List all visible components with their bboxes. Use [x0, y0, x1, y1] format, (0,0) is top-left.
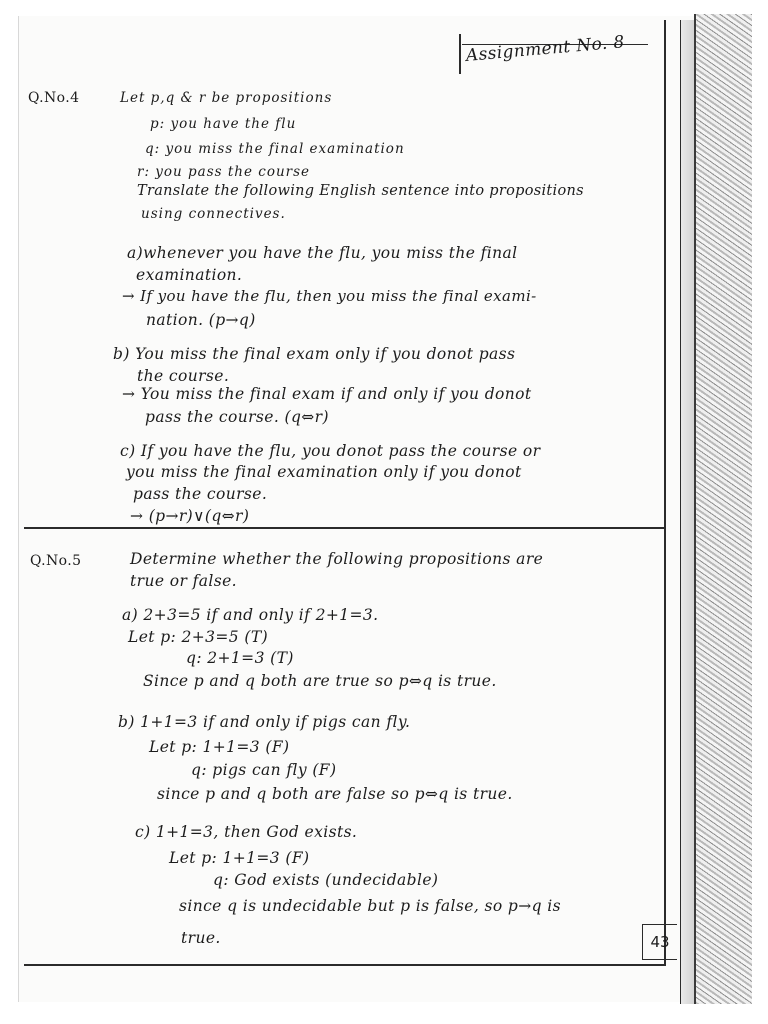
q4c-line: c) If you have the flu, you donot pass the course or: [120, 442, 541, 460]
q4b-line: b) You miss the final exam only if you donot pass: [113, 345, 516, 363]
q4b-line: the course.: [137, 367, 230, 385]
q4b-line: → You miss the final exam if and only if you donot: [122, 385, 532, 403]
notebook-binding: [694, 14, 752, 1004]
q5a-line: Let p: 2+3=5 (T): [128, 628, 269, 646]
q5c-line: Let p: 1+1=3 (F): [169, 849, 310, 867]
q5b-line: Let p: 1+1=3 (F): [149, 738, 290, 756]
q4-line: using connectives.: [141, 206, 286, 222]
assignment-title: Assignment No. 8: [465, 32, 626, 66]
q4a-line: examination.: [136, 266, 243, 284]
q4b-line: pass the course. (q⇔r): [145, 408, 329, 426]
section-divider: [24, 527, 665, 529]
q4a-line: → If you have the flu, then you miss the final exami-: [122, 287, 537, 305]
q5a-line: Since p and q both are true so p⇔q is true.: [143, 672, 497, 690]
q5a-line: a) 2+3=5 if and only if 2+1=3.: [122, 606, 379, 624]
q4c-line: you miss the final examination only if you donot: [126, 463, 522, 481]
q4a-line: nation. (p→q): [146, 311, 256, 329]
q5-line: true or false.: [130, 572, 237, 590]
q5-line: Determine whether the following propositions are: [130, 550, 544, 568]
q4-line: r: you pass the course: [137, 164, 311, 180]
q5b-line: b) 1+1=3 if and only if pigs can fly.: [118, 713, 411, 731]
q4-line: q: you miss the final examination: [145, 141, 405, 157]
notebook-page: [18, 16, 695, 1002]
q5c-line: since q is undecidable but p is false, so p→q is: [179, 897, 561, 915]
q5c-line: true.: [181, 929, 221, 947]
q4-line: Translate the following English sentence into propositions: [137, 183, 584, 199]
header-left-line: [459, 34, 461, 74]
q4-line: Let p,q & r be propositions: [120, 90, 333, 106]
question-label: Q.No.4: [28, 90, 80, 106]
q4c-line: pass the course.: [133, 485, 268, 503]
question-label: Q.No.5: [30, 553, 82, 569]
page-right-margin: [664, 20, 666, 966]
q5a-line: q: 2+1=3 (T): [186, 649, 294, 667]
page-number: 43: [642, 924, 677, 960]
q5b-line: since p and q both are false so p⇔q is true.: [157, 785, 513, 803]
q4-line: p: you have the flu: [150, 116, 297, 132]
q5c-line: c) 1+1=3, then God exists.: [135, 823, 358, 841]
q4a-line: a)whenever you have the flu, you miss the final: [127, 244, 518, 262]
bottom-rule: [24, 964, 665, 966]
q4c-line: → (p→r)∨(q⇔r): [130, 507, 250, 525]
q5c-line: q: God exists (undecidable): [213, 871, 439, 889]
q5b-line: q: pigs can fly (F): [191, 761, 337, 779]
